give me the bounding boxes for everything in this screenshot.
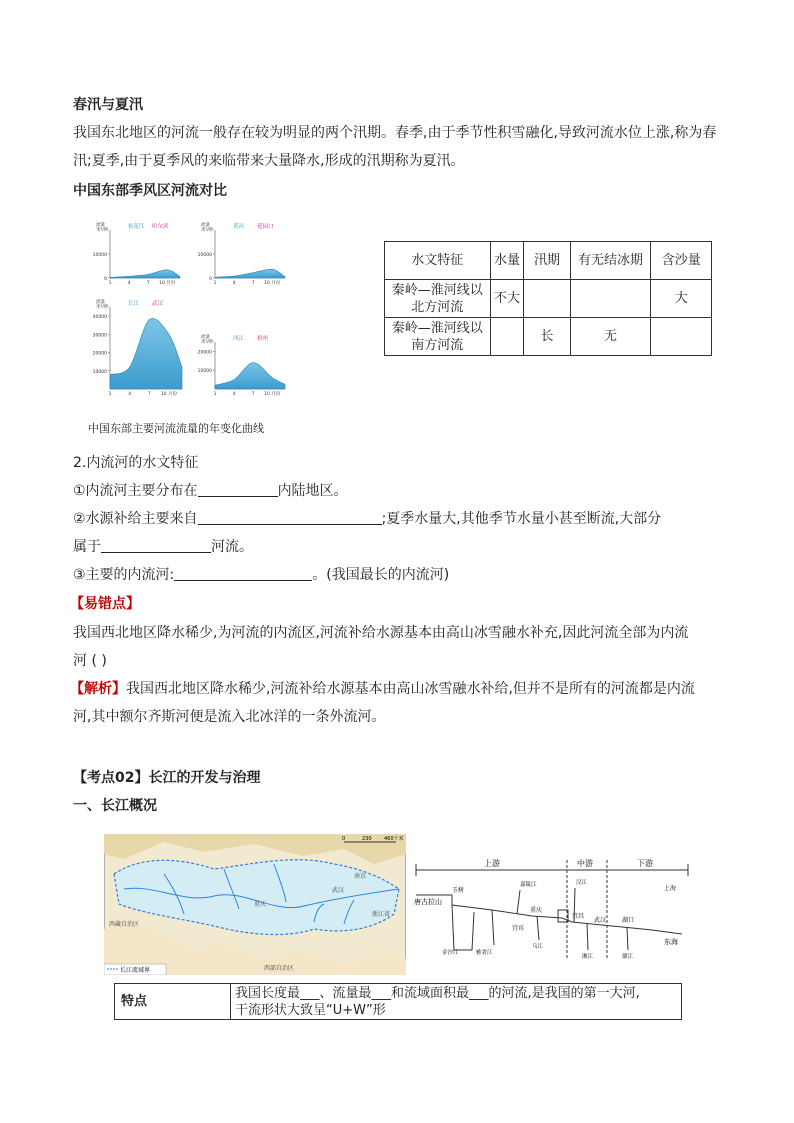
answer-blank[interactable] bbox=[174, 564, 312, 581]
item-text: ;夏季水量大,其他季节水量小甚至断流,大部分 bbox=[381, 511, 662, 527]
place-label: 上海 bbox=[664, 885, 677, 892]
fill-item-1 bbox=[73, 477, 348, 505]
tributary-label: 汉江 bbox=[576, 880, 588, 886]
discharge-area-2 bbox=[110, 318, 182, 389]
place-label: 玉树 bbox=[452, 887, 465, 894]
place-label: 宜宾 bbox=[512, 925, 525, 932]
map-label: 重庆 bbox=[254, 901, 267, 908]
x-tick-label: 7 bbox=[147, 392, 151, 397]
chart-title-river: 松花江 bbox=[128, 224, 145, 230]
unit-label: 流量 bbox=[201, 335, 210, 340]
cell-ice bbox=[570, 280, 651, 318]
answer-blank[interactable] bbox=[198, 480, 278, 497]
x-tick-label: 7 bbox=[251, 281, 255, 286]
feature-label: 特点 bbox=[115, 984, 231, 1020]
x-tick-label: 10 月份 bbox=[160, 392, 177, 397]
answer-blank[interactable] bbox=[198, 508, 382, 525]
analysis-text: 我国西北地区降水稀少,河流补给水源基本由高山冰雪融水补给,但并不是所有的河流都是内流 bbox=[126, 681, 695, 697]
map-label: 武汉 bbox=[332, 887, 345, 894]
map-label: 浙江省 bbox=[372, 911, 391, 918]
header-cell: 汛期 bbox=[524, 242, 570, 280]
fill-item-2 bbox=[73, 505, 661, 533]
yangtze-basin-map bbox=[104, 834, 406, 975]
chart-caption: 中国东部主要河流流量的年变化曲线 bbox=[88, 422, 264, 435]
x-tick-label: 4 bbox=[232, 392, 236, 397]
mouth-label: 东海 bbox=[664, 938, 678, 946]
cell-flood bbox=[524, 280, 570, 318]
chart-title-station: 花园口 bbox=[257, 224, 274, 230]
map-label: 西藏自治区 bbox=[109, 921, 140, 928]
y-tick-label: 30000 bbox=[92, 333, 107, 339]
item-text: ①内流河主要分布在 bbox=[73, 483, 198, 499]
y-tick-label: 10000 bbox=[197, 369, 212, 375]
x-tick-label: 10 月份 bbox=[264, 392, 281, 397]
header-cell: 水量 bbox=[490, 242, 524, 280]
yangtze-profile-diagram bbox=[412, 850, 692, 970]
unit-label: 流量 bbox=[96, 223, 105, 228]
item-text: 属于 bbox=[73, 539, 101, 555]
error-point-text: 河 ( ) bbox=[73, 653, 107, 669]
feature-line: 干流形状大致呈“U+W”形 bbox=[235, 1002, 386, 1018]
header-cell: 水文特征 bbox=[385, 242, 491, 280]
x-tick-label: 10 月份 bbox=[264, 281, 281, 286]
x-tick-label: 7 bbox=[146, 281, 150, 286]
tributary-label: 金沙江 bbox=[442, 950, 459, 956]
discharge-area-3 bbox=[215, 363, 285, 389]
feature-content bbox=[231, 984, 682, 1020]
y-tick-label: 10000 bbox=[197, 253, 212, 258]
cell-sand bbox=[651, 318, 712, 356]
fill-item-2-cont bbox=[73, 533, 253, 561]
fill-item-3 bbox=[73, 561, 449, 589]
y-tick-label: 0 bbox=[104, 277, 107, 282]
row-label: 秦岭—淮河线以南方河流 bbox=[385, 318, 491, 356]
y-tick-label: 10000 bbox=[92, 253, 107, 258]
paragraph-line: 汛;夏季,由于夏季风的来临带来大量降水,形成的汛期称为夏汛。 bbox=[73, 153, 465, 169]
segment-label: 中游 bbox=[577, 859, 593, 868]
chart-title-station: 哈尔滨 bbox=[152, 224, 169, 230]
paragraph-line: 我国东北地区的河流一般存在较为明显的两个汛期。春季,由于季节性积雪融化,导致河流水位上涨,称为春 bbox=[73, 125, 717, 141]
cell-sand: 大 bbox=[651, 280, 712, 318]
chart-title-station: 武汉 bbox=[152, 301, 164, 307]
chart-title-river: 黄河 bbox=[233, 224, 245, 230]
map-label: 南京 bbox=[354, 873, 367, 880]
unit-label: 流量 bbox=[201, 223, 210, 228]
unit-label: 米³/秒 bbox=[96, 305, 109, 310]
row-label: 秦岭—淮河线以北方河流 bbox=[385, 280, 491, 318]
tributary-label: 雅砻江 bbox=[476, 950, 493, 956]
river-discharge-charts bbox=[80, 222, 290, 412]
map-legend: 长江流域界 bbox=[120, 967, 151, 974]
y-tick-label: 0 bbox=[209, 277, 212, 282]
y-tick-label: 40000 bbox=[92, 315, 107, 321]
source-label: 唐古拉山 bbox=[414, 898, 442, 906]
tributary-label: 湘江 bbox=[582, 954, 594, 960]
cell-water: 不大 bbox=[490, 280, 524, 318]
unit-label: 米³/秒 bbox=[96, 228, 109, 233]
x-tick-label: 1 bbox=[213, 392, 217, 397]
cell-water bbox=[490, 318, 524, 356]
error-point-title: 【易错点】 bbox=[70, 596, 140, 612]
segment-label: 上游 bbox=[484, 859, 500, 868]
feature-line: 我国长度最___、流量最___和流域面积最___的河流,是我国的第一大河, bbox=[235, 985, 640, 1001]
hydrology-table bbox=[384, 241, 712, 356]
header-cell: 有无结冰期 bbox=[570, 242, 651, 280]
subheading-yangtze-overview: 一、长江概况 bbox=[73, 798, 157, 814]
item-text: ③主要的内流河: bbox=[73, 567, 175, 583]
header-cell: 含沙量 bbox=[651, 242, 712, 280]
segment-label: 下游 bbox=[637, 859, 653, 868]
x-tick-label: 7 bbox=[251, 392, 255, 397]
scale-label: 0 bbox=[342, 836, 346, 842]
unit-label: 流量 bbox=[96, 300, 105, 305]
x-tick-label: 10 月份 bbox=[159, 281, 176, 286]
x-tick-label: 1 bbox=[108, 281, 112, 286]
unit-label: 米³/秒 bbox=[201, 228, 214, 233]
item-text: 河流。 bbox=[211, 539, 253, 555]
section-heading-inland-river: 2.内流河的水文特征 bbox=[73, 455, 199, 471]
item-text: ②水源补给主要来自 bbox=[73, 511, 198, 527]
error-point-text: 我国西北地区降水稀少,为河流的内流区,河流补给水源基本由高山冰雪融水补充,因此河流全部为内流 bbox=[73, 625, 689, 641]
x-tick-label: 4 bbox=[127, 281, 131, 286]
discharge-area-0 bbox=[110, 270, 180, 278]
chart-title-river: 长江 bbox=[128, 301, 140, 307]
tributary-label: 嘉陵江 bbox=[520, 882, 537, 888]
cell-flood: 长 bbox=[524, 318, 570, 356]
chart-title-station: 梧州 bbox=[257, 336, 269, 342]
discharge-area-1 bbox=[215, 269, 285, 278]
y-tick-label: 20000 bbox=[197, 350, 212, 356]
chart-title-river: 西江 bbox=[233, 336, 245, 342]
unit-label: 米³/秒 bbox=[201, 340, 214, 345]
heading-monsoon-river-comparison: 中国东部季风区河流对比 bbox=[73, 183, 227, 199]
map-label: 西部自治区 bbox=[264, 965, 295, 972]
heading-spring-summer-flood: 春汛与夏汛 bbox=[73, 97, 143, 113]
scale-label: 460千米 bbox=[384, 836, 404, 842]
tributary-label: 乌江 bbox=[532, 944, 544, 950]
tributary-label: 赣江 bbox=[622, 954, 634, 960]
x-tick-label: 4 bbox=[232, 281, 236, 286]
place-label: 湖口 bbox=[622, 917, 635, 924]
place-label: 重庆 bbox=[530, 907, 543, 914]
yangtze-features-table bbox=[114, 983, 682, 1020]
x-tick-label: 1 bbox=[213, 281, 217, 286]
scale-label: 230 bbox=[362, 836, 372, 842]
item-text: 。(我国最长的内流河) bbox=[312, 567, 450, 583]
analysis-text: 河,其中额尔齐斯河便是流入北冰洋的一条外流河。 bbox=[73, 709, 386, 725]
y-tick-label: 20000 bbox=[92, 351, 107, 357]
x-tick-label: 1 bbox=[108, 392, 112, 397]
y-tick-label: 10000 bbox=[92, 369, 107, 375]
section-heading-yangtze: 【考点02】长江的开发与治理 bbox=[73, 770, 261, 786]
analysis-line bbox=[70, 675, 695, 703]
cell-ice: 无 bbox=[570, 318, 651, 356]
place-label: 武汉 bbox=[594, 917, 607, 924]
answer-blank[interactable] bbox=[101, 536, 211, 553]
analysis-label: 【解析】 bbox=[70, 681, 126, 697]
item-text: 内陆地区。 bbox=[277, 483, 348, 499]
x-tick-label: 4 bbox=[128, 392, 132, 397]
place-label: 宜昌 bbox=[572, 913, 585, 920]
